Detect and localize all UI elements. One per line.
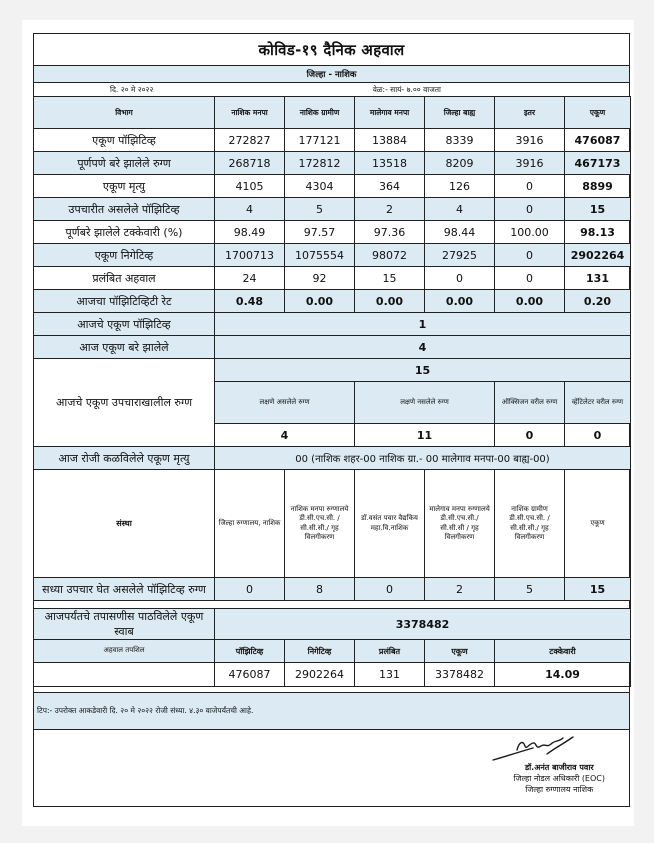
table-row bbox=[34, 221, 631, 244]
table-cell: 4105 bbox=[215, 175, 285, 198]
institution-value: 2 bbox=[425, 578, 495, 601]
table-cell: 0 bbox=[495, 267, 565, 290]
today-recovered-row bbox=[34, 336, 631, 359]
institution-header: डॉ.वसंत पवार वैद्यकिय महा.वि.नाशिक bbox=[355, 470, 425, 578]
institution-value: 0 bbox=[355, 578, 425, 601]
table-cell: 131 bbox=[565, 267, 631, 290]
signatory bbox=[514, 763, 605, 795]
ventilator-header: व्हेंटिलेटर वरील रुग्ण bbox=[565, 382, 631, 424]
institution-header: नाशिक मनपा रुग्णालये डी.सी.एच.सी. / सी.सी.सी./ गृह विलगीकरण bbox=[285, 470, 355, 578]
oxygen-value: 0 bbox=[495, 424, 565, 447]
table-row bbox=[34, 244, 631, 267]
table-cell: 0.20 bbox=[565, 290, 631, 313]
table-cell: 27925 bbox=[425, 244, 495, 267]
symptomatic-header: लक्षणे असलेले रुग्ण bbox=[215, 382, 355, 424]
table-cell: 177121 bbox=[285, 129, 355, 152]
samples-row bbox=[34, 609, 631, 640]
table-cell: 2 bbox=[355, 198, 425, 221]
row-label: आजचे एकूण पॉझिटिव्ह bbox=[34, 313, 215, 336]
district-label: जिल्हा - नाशिक bbox=[34, 66, 629, 83]
oxygen-header: ऑक्सिजन वरील रुग्ण bbox=[495, 382, 565, 424]
table-cell: 3916 bbox=[495, 152, 565, 175]
table-cell: 0.00 bbox=[425, 290, 495, 313]
table-cell: 0 bbox=[495, 244, 565, 267]
institution-value: 0 bbox=[215, 578, 285, 601]
table-row bbox=[34, 267, 631, 290]
table-cell: 0 bbox=[495, 175, 565, 198]
report-title: कोविड-१९ दैनिक अहवाल bbox=[34, 34, 629, 66]
report-details-header: टक्केवारी bbox=[495, 640, 631, 663]
institutions-header-row bbox=[34, 470, 631, 578]
signatory-name: डॉ.अनंत बाजीराव पवार bbox=[524, 763, 594, 772]
report-details-value: 14.09 bbox=[495, 663, 631, 687]
column-header: एकूण bbox=[565, 97, 631, 129]
row-label: सध्या उपचार घेत असलेले पॉझिटिव्ह रुग्ण bbox=[34, 578, 215, 601]
table-cell: 126 bbox=[425, 175, 495, 198]
column-header: इतर bbox=[495, 97, 565, 129]
report-details-label: अहवाल तपशिल bbox=[34, 640, 215, 663]
signatory-designation: जिल्हा नोडल अधिकारी (EOC) bbox=[513, 773, 605, 783]
row-label: एकूण पॉझिटिव्ह bbox=[34, 129, 215, 152]
signatory-office: जिल्हा रुग्णालय नाशिक bbox=[525, 784, 594, 794]
table-cell: 92 bbox=[285, 267, 355, 290]
institution-header: जिल्हा रुग्णालय, नाशिक bbox=[215, 470, 285, 578]
asymptomatic-header: लक्षणे नसलेले रुग्ण bbox=[355, 382, 495, 424]
under-treatment-total-row bbox=[34, 359, 631, 382]
table-cell: 0 bbox=[495, 198, 565, 221]
institution-header: नाशिक ग्रामीण डी.सी.एच.सी. /सी.सी.सी./ गृह विलगीकरण bbox=[495, 470, 565, 578]
spacer-row bbox=[34, 601, 631, 609]
table-row bbox=[34, 129, 631, 152]
table-cell: 0.00 bbox=[285, 290, 355, 313]
table-cell: 172812 bbox=[285, 152, 355, 175]
table-cell: 97.57 bbox=[285, 221, 355, 244]
row-label: आज एकूण बरे झालेले bbox=[34, 336, 215, 359]
row-label: पूर्णपणे बरे झालेले रुग्ण bbox=[34, 152, 215, 175]
table-cell: 15 bbox=[565, 198, 631, 221]
table-cell: 272827 bbox=[215, 129, 285, 152]
table-row bbox=[34, 290, 631, 313]
row-label: आजपर्यंतचे तपासणीस पाठविलेले एकूण स्वाब bbox=[34, 609, 215, 640]
table-header-row bbox=[34, 97, 631, 129]
report-details-value: 3378482 bbox=[425, 663, 495, 687]
row-label: उपचारीत असलेले पॉझिटिव्ह bbox=[34, 198, 215, 221]
under-treatment-total: 15 bbox=[215, 359, 631, 382]
table-cell: 1700713 bbox=[215, 244, 285, 267]
asymptomatic-value: 11 bbox=[355, 424, 495, 447]
deaths-today-row bbox=[34, 447, 631, 470]
table-row bbox=[34, 175, 631, 198]
table-cell: 1075554 bbox=[285, 244, 355, 267]
row-label: प्रलंबित अहवाल bbox=[34, 267, 215, 290]
institution-value: 8 bbox=[285, 578, 355, 601]
table-cell: 4304 bbox=[285, 175, 355, 198]
report-document bbox=[33, 33, 630, 807]
footnote: टिप:- उपरोक्त आकडेवारी दि. २० मे २०२२ रोजी संध्या. ४.३० वाजेपर्यंतची आहे. bbox=[34, 692, 629, 730]
table-cell: 2902264 bbox=[565, 244, 631, 267]
table-cell: 13518 bbox=[355, 152, 425, 175]
report-details-value: 476087 bbox=[215, 663, 285, 687]
spacer-cell bbox=[34, 601, 631, 609]
institution-value: 5 bbox=[495, 578, 565, 601]
stats-table bbox=[33, 96, 631, 687]
signature-block bbox=[34, 730, 629, 828]
table-cell: 268718 bbox=[215, 152, 285, 175]
table-cell: 0.48 bbox=[215, 290, 285, 313]
row-label: पूर्णबरे झालेले टक्केवारी (%) bbox=[34, 221, 215, 244]
report-details-header: पॉझिटिव्ह bbox=[215, 640, 285, 663]
today-positive-value: 1 bbox=[215, 313, 631, 336]
table-cell: 0.00 bbox=[495, 290, 565, 313]
column-header: विभाग bbox=[34, 97, 215, 129]
row-label: आजचे एकूण उपचाराखालील रुग्ण bbox=[34, 359, 215, 447]
table-row bbox=[34, 152, 631, 175]
institutions-label: संस्था bbox=[34, 470, 215, 578]
report-details-value: 131 bbox=[355, 663, 425, 687]
report-time: वेळ:- सायं- ७.०० वाजता bbox=[372, 84, 441, 94]
table-row bbox=[34, 198, 631, 221]
symptomatic-value: 4 bbox=[215, 424, 355, 447]
table-cell: 476087 bbox=[565, 129, 631, 152]
row-label: एकूण मृत्यु bbox=[34, 175, 215, 198]
table-cell: 467173 bbox=[565, 152, 631, 175]
table-cell: 364 bbox=[355, 175, 425, 198]
institution-header: मालेगाव मनपा रुग्णालये डी.सी.एच.सी./ सी.सी.सी / गृह विलगीकरण bbox=[425, 470, 495, 578]
table-cell: 13884 bbox=[355, 129, 425, 152]
institution-value: 15 bbox=[565, 578, 631, 601]
report-date: दि. २० मे २०२२ bbox=[110, 84, 154, 94]
report-details-header: प्रलंबित bbox=[355, 640, 425, 663]
column-header: नाशिक ग्रामीण bbox=[285, 97, 355, 129]
row-label: एकूण निगेटिव्ह bbox=[34, 244, 215, 267]
page-sheet bbox=[22, 20, 634, 826]
table-cell: 8209 bbox=[425, 152, 495, 175]
table-cell: 15 bbox=[355, 267, 425, 290]
today-recovered-value: 4 bbox=[215, 336, 631, 359]
table-cell: 8339 bbox=[425, 129, 495, 152]
blank-cell bbox=[34, 663, 215, 687]
samples-value: 3378482 bbox=[215, 609, 631, 640]
date-time-row bbox=[34, 83, 629, 96]
column-header: जिल्हा बाह्य bbox=[425, 97, 495, 129]
row-label: आज रोजी कळविलेले एकूण मृत्यु bbox=[34, 447, 215, 470]
ventilator-value: 0 bbox=[565, 424, 631, 447]
report-details-header-row bbox=[34, 640, 631, 663]
column-header: नाशिक मनपा bbox=[215, 97, 285, 129]
table-cell: 3916 bbox=[495, 129, 565, 152]
table-cell: 98.44 bbox=[425, 221, 495, 244]
table-cell: 24 bbox=[215, 267, 285, 290]
table-cell: 98.13 bbox=[565, 221, 631, 244]
table-cell: 97.36 bbox=[355, 221, 425, 244]
report-details-value: 2902264 bbox=[285, 663, 355, 687]
table-cell: 4 bbox=[425, 198, 495, 221]
table-cell: 0 bbox=[425, 267, 495, 290]
table-cell: 98072 bbox=[355, 244, 425, 267]
table-cell: 5 bbox=[285, 198, 355, 221]
column-header: मालेगाव मनपा bbox=[355, 97, 425, 129]
report-details-values-row bbox=[34, 663, 631, 687]
report-details-header: निगेटिव्ह bbox=[285, 640, 355, 663]
row-label: आजचा पॉझिटिव्हिटी रेट bbox=[34, 290, 215, 313]
report-details-header: एकूण bbox=[425, 640, 495, 663]
institutions-values-row bbox=[34, 578, 631, 601]
table-cell: 4 bbox=[215, 198, 285, 221]
deaths-today-value: 00 (नाशिक शहर-00 नाशिक ग्रा.- 00 मालेगाव मनपा-00 बाह्य-00) bbox=[215, 447, 631, 470]
table-cell: 98.49 bbox=[215, 221, 285, 244]
today-positive-row bbox=[34, 313, 631, 336]
table-cell: 8899 bbox=[565, 175, 631, 198]
institution-header: एकूण bbox=[565, 470, 631, 578]
table-cell: 100.00 bbox=[495, 221, 565, 244]
table-cell: 0.00 bbox=[355, 290, 425, 313]
